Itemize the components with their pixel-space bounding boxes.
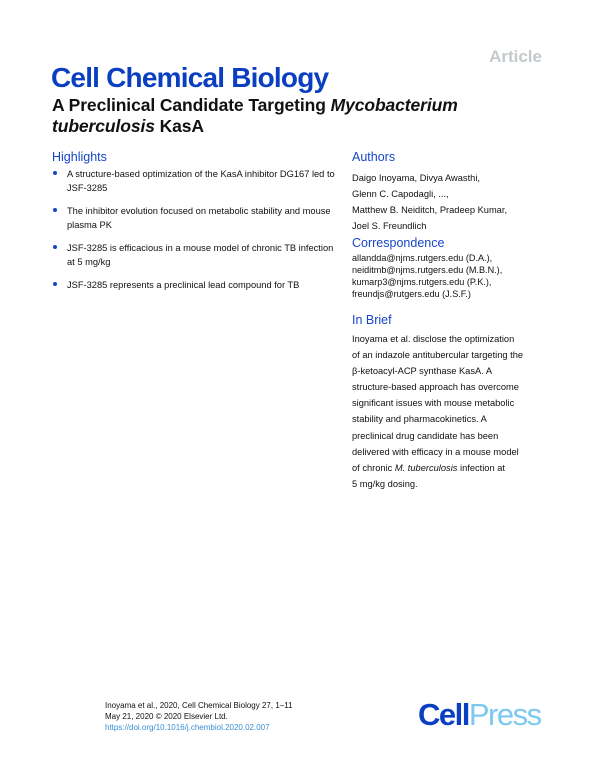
highlights-heading: Highlights [52, 150, 107, 164]
cellpress-logo [418, 697, 541, 733]
author-line: Joel S. Freundlich [352, 221, 427, 231]
author-line: Matthew B. Neiditch, Pradeep Kumar, [352, 205, 508, 215]
in-brief-heading: In Brief [352, 313, 392, 327]
article-title [52, 95, 458, 137]
highlight-item [52, 204, 342, 232]
highlights-list [52, 167, 342, 292]
bullet-icon [53, 282, 57, 286]
bullet-icon [53, 208, 57, 212]
highlight-item [52, 241, 342, 269]
title-italic: tuberculosis [52, 116, 155, 136]
citation-footer [105, 700, 293, 733]
logo-press: Press [468, 697, 541, 732]
title-text: A Preclinical Candidate Targeting [52, 95, 331, 115]
brief-line: preclinical drug candidate has been [352, 430, 499, 441]
brief-text: of chronic [352, 462, 395, 473]
bullet-icon [53, 245, 57, 249]
bullet-icon [53, 171, 57, 175]
highlight-text: The inhibitor evolution focused on metabolic stability and mouse plasma PK [67, 206, 331, 230]
publication-date: May 21, 2020 © 2020 Elsevier Ltd. [105, 712, 228, 721]
doi-link[interactable]: https://doi.org/10.1016/j.chembiol.2020.02.007 [105, 723, 270, 732]
email-link[interactable]: neiditmb@njms.rutgers.edu (M.B.N.), [352, 265, 503, 275]
authors-heading: Authors [352, 150, 396, 164]
title-italic: Mycobacterium [330, 95, 458, 115]
logo-cell: Cell [418, 697, 469, 732]
correspondence-list [352, 252, 502, 300]
brief-line: structure-based approach has overcome [352, 382, 519, 393]
article-type-label: Article [489, 47, 542, 66]
email-link[interactable]: kumarp3@njms.rutgers.edu (P.K.), [352, 277, 492, 287]
correspondence-heading: Correspondence [352, 236, 445, 250]
brief-italic: M. tuberculosis [394, 462, 458, 473]
brief-line: delivered with efficacy in a mouse model [352, 446, 519, 457]
title-text: KasA [154, 116, 204, 136]
in-brief-text [352, 331, 523, 492]
brief-line [352, 460, 523, 476]
authors-list [352, 170, 507, 234]
author-line: Daigo Inoyama, Divya Awasthi, [352, 173, 480, 183]
highlight-text: JSF-3285 is efficacious in a mouse model of chronic TB infection at 5 mg/kg [67, 243, 334, 267]
brief-line: β-ketoacyl-ACP synthase KasA. A [352, 366, 493, 377]
highlight-text: JSF-3285 represents a preclinical lead compound for TB [67, 280, 300, 290]
email-link[interactable]: freundjs@rutgers.edu (J.S.F.) [352, 289, 471, 299]
email-link[interactable]: allandda@njms.rutgers.edu (D.A.), [352, 253, 493, 263]
brief-line: Inoyama et al. disclose the optimization [352, 334, 515, 344]
brief-text: infection at [457, 462, 505, 473]
author-line: Glenn C. Capodagli, ..., [352, 189, 449, 199]
brief-line: 5 mg/kg dosing. [352, 478, 418, 489]
brief-line: of an indazole antitubercular targeting the [352, 350, 524, 361]
brief-line: stability and pharmacokinetics. A [352, 414, 487, 425]
highlight-text: A structure-based optimization of the KasA inhibitor DG167 led to JSF-3285 [67, 169, 335, 193]
highlight-item [52, 278, 342, 292]
brief-line: significant issues with mouse metabolic [352, 398, 515, 409]
highlight-item [52, 167, 342, 195]
journal-name: Cell Chemical Biology [51, 62, 329, 93]
citation: Inoyama et al., 2020, Cell Chemical Biology 27, 1–11 [105, 701, 293, 710]
